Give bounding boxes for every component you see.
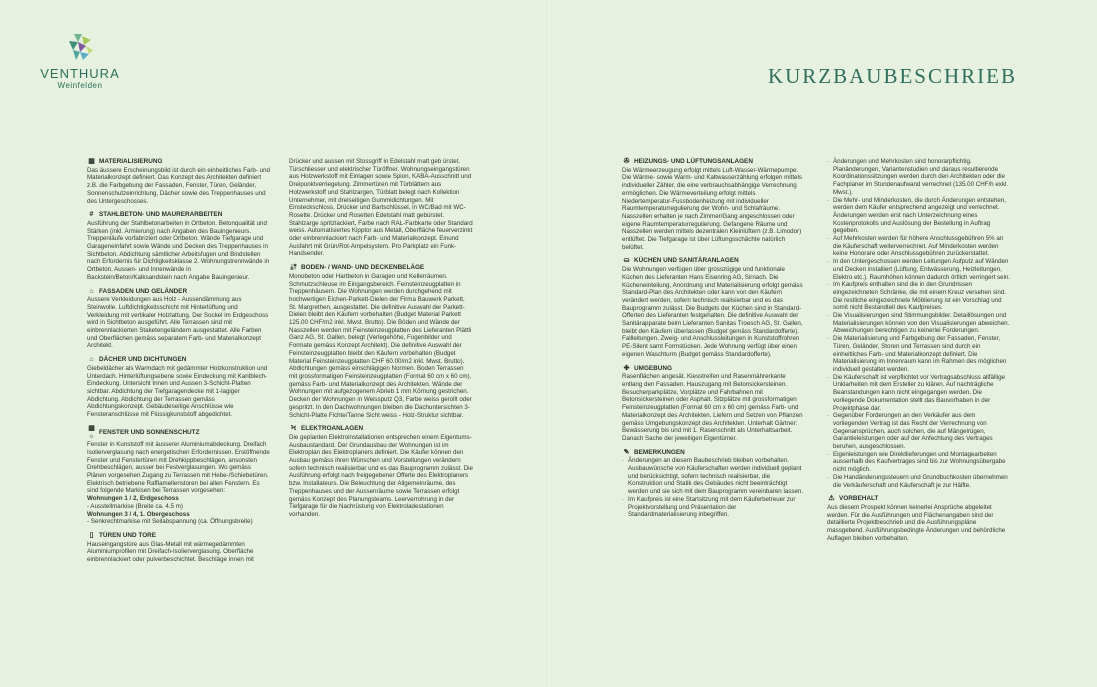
section-body: Ausführung der Stahlbetonarbeiten in Ortbeton. Betonqualität und Stärken (inkl. Armierung) nach Angaben des Bauingenieurs. Treppenläufe vorfabriziert oder Ortbeton. Wände Tiefgarage und Garageneinfahrt sowie Wände und Decken des Treppenhauses in Sichtbeton. Abdichtung sämtlicher Arbeitsfugen und Bindstellen nach Erfordernis für Dichtigkeitsklasse 2. Wohnungstrennwände in Ortbeton. Aussen- und Innenwände in Backstein/Beton/Kalksandstein nach Angabe Bauingenieur.	[87, 219, 270, 281]
section-heading-text: BODEN- / WAND- UND DECKENBELÄGE	[301, 264, 425, 272]
list-item: · Die Mehr- und Minderkosten, die durch Änderungen entstehen, werden dem Käufer entsprechend angezeigt und verrechnet. Änderungen werden erst nach Unterzeichnung eines Kostenprotokolls und Auslösung der Bestellung in Auftrag gegeben.	[833, 197, 1011, 236]
section-icon: ⌂	[89, 287, 94, 295]
section-body: Giebeldächer als Warmdach mit gedämmter Holzkonstruktion und Unterdach. Hinterlüftungsebene sowie Eindeckung mit Kantblech-Eindeckung. Untersicht Innen und Aussen 3-Schicht-Platten sichtbar. Abdichtung der Tiefgaragendecke mit 1-lagiger Abdichtung. Abdichtung der Terrassen gemäss Abdichtungskonzept. Gebäudeseitige Anschlüsse wie Fensteranschlüsse mit Flüssigkunststoff abgedichtet.	[87, 364, 268, 419]
section-heading	[87, 158, 271, 166]
section	[289, 158, 473, 258]
section-icon: ⌂	[89, 356, 94, 364]
section	[87, 158, 271, 205]
section-heading	[622, 257, 806, 265]
section-heading-text: BEMERKUNGEN	[634, 448, 685, 456]
list-item: · Die Materialisierung und Farbgebung der Fassaden, Fenster, Türen, Geländer, Storen und Terrassen sind durch ein einheitliches Farb- und Materialkonzept definiert. Die Materialisierung im Innenraum kann im Rahmen des möglichen individuell gestaltet werden.	[833, 335, 1011, 374]
section-icon: ✇	[623, 158, 630, 165]
section-heading	[622, 158, 806, 166]
section	[289, 425, 473, 518]
section-icon: ⛀	[623, 257, 630, 265]
section	[622, 365, 806, 443]
section-heading	[87, 356, 271, 364]
section	[87, 425, 271, 526]
section-list	[827, 158, 1011, 489]
brand-name: VENTHURA	[40, 66, 120, 81]
section-body: Monobeton oder Hartbeton in Garagen und Kellerräumen. Schmutzschleuse im Eingangsbereich. Feinsteinzeugplatten in Treppenhäusern. Die Wohnungen werden durchgehend mit hochwertigen Eichen-Parkett-Dielen der Firma Bauwerk Parkett, St. Margrethen, ausgestattet. Die definitive Auswahl der Parkett-Dielen bleibt den Käufern vorbehalten (Budget Material Parkett 125.00 CHF/m2 inkl. Mwst. Brutto). Die Böden und Wände der Nasszellen werden mit Feinsteinzeugplatten des Lieferanten Plättli Ganz AG, St. Gallen, belegt (Verlegehöhe, Fugenbilder und Formate gemäss Konzept Architekt). Die definitive Auswahl der Feinsteinzeugplatten bleibt den Käufern vorbehalten (Budget Material Feinsteinzeugplatten CHF 60.00/m2 inkl. Mwst. Brutto). Abdichtungen gemäss einschlägigen Normen. Boden Terrassen mit grossformatigen Feinsteinzeugplatten (Format 60 cm x 60 cm), gemäss Farb- und Materialkonzept des Architekten. Wände der Wohnungen mit aufgezogenem Abrieb 1 mm Körnung gestrichen. Decken der Wohnungen in Weissputz Q3, Farbe weiss gerollt oder gespritzt. In den Dachwohnungen bleiben die Dachuntersichten 3-Schicht-Platte Fichte/Tanne Sicht weiss - Holz-Struktur sichtbar.	[289, 272, 472, 419]
section-line: Wohnungen 1 / 2, Erdgeschoss	[87, 495, 179, 503]
list-item: · Auf Mehrkosten werden für höhere Anschlussgebühren 5% an die Käuferschaft weiterverrechnet. Auf Minderkosten werden keine Honorare oder Anschlussgebühren zurückerstattet.	[833, 235, 1011, 258]
section-heading-text: STAHLBETON- UND MAURERARBEITEN	[99, 211, 223, 219]
section-heading-text: ELEKTROANLAGEN	[301, 425, 364, 433]
section-icon: ▯	[89, 531, 94, 539]
section-heading	[289, 425, 473, 433]
page-title: KURZBAUBESCHRIEB	[767, 64, 1017, 88]
venthura-logo	[40, 32, 120, 90]
section-body: Rasenflächen angesät. Kiesstreifen und Rasenmährerkante entlang den Fassaden. Hauszugang mit Betonsickersteinen. Besucherparkplätze, Vorplätze und Fahrbahnen mit Betonsickersteinen oder Asphalt. Sitzplätze mit grossformatigen Feinsteinzeugplatten (Format 60 cm x 60 cm) gemäss Farb- und Materialkonzept des Architekten. Liefern und Setzen von Pflanzen gemäss Umgebungskonzept des Architekten. Unterhalt Gärtner: Bewässerung bis und mit 1. Rasenschnitt als Unterhaltsarbeit. Danach Sache der jeweiligen Eigentümer.	[622, 373, 803, 442]
section-body: Drücker und aussen mit Stossgriff in Edelstahl matt geb ürstet. Türschliesser und elektrischer Türöffner. Wohnungseingangstüren aus Holzwerkstoff mit Einlagen sowie Spion, KABA-Ausschnitt und Dreipunktverriegelung. Zimmertüren mit Türblättern aus Holzwerkstoff und Stahlzargen, Türblatt belegt nach Kollektion Unternehmer, mit dreiseitigen Gummidichtungen. Mit Einsteckschloss, Drücker und Bartschlüssel, in WC/Bad mit WC-Rosette. Drücker und Rosetten Edelstahl matt gebürstet. Stahlzarge spritzlackiert, Farbe nach RAL-Farbkarte oder Standard weiss. Automatisiertes Kipptor aus Metall, Oberfläche feuerverzinkt oder einbrennlackiert nach Farb- und Materialkonzept. Einund Ausfahrt mit Grün/Rot-Ampelsystem. Pro Parkplatz ein Funk-Handsender.	[289, 158, 473, 258]
section-icon: ▦	[88, 158, 95, 165]
column-1	[87, 158, 271, 570]
section	[87, 532, 271, 564]
section-heading-text: HEIZUNGS- UND LÜFTUNGSANLAGEN	[634, 158, 753, 165]
section-body: Aussere Verkleidungen aus Holz - Aussendämmung aus Steinwolle. Luftdichtigkeitsschicht mit Hinterlüftung und Verkleidung mit vertikaler Holzlattung. Der Sockel im Erdgeschoss wird in Sichtbeton ausgeführt. Alle Terrassen sind mit einbrennlackierten Staketengeländern ausgestattet. Alle Farben und Oberflächen gemäss separatem Farb- und Materialkonzept Architekt.	[87, 296, 269, 350]
section-body: Die Wärmeerzeugung erfolgt mittels Luft-Wasser-Wärmepumpe. Die Wärme- sowie Warm- und Kaltwasserzählung erfolgen mittels individueller Zähler, die eine verbrauchsabhängige Verrechnung ermöglichen. Die Wärmeverteilung erfolgt mittels Niedertemperatur-Fussbodenheizung mit individueller Raumtemperaturregulierung der Wohn- und Schlafräume. Nasszellen erhalten je nach Zimmer/Gang angeschlossen oder eigene Raumtemperaturregulierung. Gefangene Räume und Nasszellen werden mittels dezentralen Kleinlüftern (z.B. Limodor) entlüftet. Die Tiefgarage ist über Lüftungsschächte natürlich belüftet.	[622, 166, 802, 251]
list-item: · Im Kaufpreis enthalten sind die in den Grundrissen eingezeichneten Schränke, die mit einem Kreuz versehen sind. Die restliche eingezeichnete Möblierung ist ein Vorschlag und somit nicht Bestandteil des Kaufpreises.	[833, 281, 1011, 312]
venthura-logo-icon	[65, 32, 95, 62]
section-icon: ✎	[623, 448, 630, 456]
section-list	[622, 457, 806, 519]
list-item: · Änderungen an diesem Baubeschrieb bleiben vorbehalten. Ausbauwünsche von Käuferschaften werden individuell geplant und berücksichtigt, sofern technisch realisierbar, die Konstruktion und Statik des Gebäudes nicht beeinträchtigt werden und sie sich mit dem Bauprogramm vereinbaren lassen.	[628, 457, 806, 496]
list-item: · Die Visualisierungen sind Stimmungsbilder. Detaillösungen und Materialisierungen können von den Visualisierungen abweichen. Abweichungen berechtigen zu keinerlei Forderungen.	[833, 312, 1011, 335]
section	[87, 356, 271, 419]
list-item: · Änderungen und Mehrkosten sind honorarpflichtig. Planänderungen, Variantenstudien und daraus resultierende Koordinationssitzungen werden durch den Architekten oder die Fachplaner im Stundenaufwand verrechnet (135.00 CHF/h exkl. Mwst.).	[833, 158, 1011, 197]
column-2	[289, 158, 473, 525]
brand-location: Weinfelden	[57, 81, 103, 90]
section	[622, 449, 806, 519]
list-item: · Gegenüber Forderungen an den Verkäufer aus dem vorliegenden Vertrag ist das Recht der Verrechnung von Gegenansprüchen, auch solchen, die auf Mängelrügen, Garantieleistungen oder auf der Anfechtung des Vertrages beruhen, ausgeschlossen.	[833, 412, 1011, 451]
list-item: · Eigenleistungen wie Direktlieferungen und Montagearbeiten ausserhalb des Kaufvertrages sind bis zur Wohnungsübergabe nicht möglich.	[833, 451, 1011, 474]
list-item: · Im Kaufpreis ist eine Startsitzung mit dem Käuferbetreuer zur Projektvorstellung und Präsentation der Standardmaterialisierung inbegriffen.	[628, 496, 806, 519]
section-heading	[87, 425, 271, 440]
section-body: Hauseingangstüre aus Glas-Metall mit wärmegedämmten Aluminiumprofilen mit Dreifach-Isolierverglasung. Oberfläche einbrennlackiert oder pulverbeschichtet. Beschläge innen mit	[87, 540, 254, 564]
section-heading-text: TÜREN UND TORE	[99, 531, 157, 539]
section-line: - Senkrechtmarkise mit Seilabspannung (ca. Öffnungsbreite)	[87, 518, 253, 526]
section-body: Die Wohnungen verfügen über grosszügige und funktionale Küchen des Lieferanten Hans Eisenring AG, Sirnach. Die Kücheneinteilung, Anordnung und Materialisierung erfolgt gemäss Standard-Plan des Architekten oder kann von den Käufern verändert werden, sofern technisch realisierbar und es das Bauprogramm zulässt. Die Budgets der Küchen sind in Standard-Offerten des Lieferanten festgehalten. Die definitive Auswahl der Sanitärapparate beim Lieferanten Sanitas Troesch AG, St. Gallen, bleibt den Käufern überlassen (Budget gemäss Standardofferte). Fallleitungen, Zweig- und Anschlussleitungen in Kunststoffrohren PE-Silent samt Formstücken. Jede Wohnung verfügt über einen eigenen Waschturm (Budget gemäss Standardofferte).	[622, 266, 803, 358]
section	[87, 288, 271, 351]
section-heading-text: UMGEBUNG	[634, 364, 672, 372]
section-heading	[622, 365, 806, 373]
section-body: Fenster in Kunststoff mit äusserer Aluminiumabdeckung. Dreifach Isolierverglasung nach energetischen Erfordernissen. Erstöffnende Fenster und Fenstertüren mit Drehkippbeschlägen, ansonsten Drehbeschlägen, ausser bei Festverglasungen. Wo gemäss Plänen vorgesehen Zugang zu Terrassen mit Hebe-/Schiebetüren. Elektrisch betriebene Raffiamellenstoren bei allen Fenstern. Es sind folgende Markisen bei Terrassen vorgesehen:	[87, 441, 270, 495]
column-3	[622, 158, 806, 525]
section-icon: ⚠	[828, 495, 835, 503]
section-body: Die geplanten Elektroinstallationen entsprechen einem Eigentums-Ausbaustandard. Der Grundausbau der Wohnungen ist im Elektroplan des Elektroplaners definiert. Die Käufer können den Ausbau gemäss ihren Wünschen und Vorstellungen verändern sofern technisch realisierbar und es das Bauprogramm zulässt. Die Ausführung erfolgt nach freigegebener Offerte des Elektroplaners bzw. Installateurs. Die Beleuchtung der Allgemeinräume, des Treppenhauses und der Aussenräume sowie Terrassen erfolgt gemäss Konzept des Planungsteams. Leerverrohrung in der Tiefgarage für die Nachrüstung von Elektroladestationen vorhanden.	[289, 433, 473, 518]
section	[827, 495, 1011, 542]
section-heading-text: FASSADEN UND GELÄNDER	[99, 287, 188, 295]
section	[87, 211, 271, 281]
section-heading	[827, 495, 1011, 503]
section-line: Wohnungen 3 / 4, 1. Obergeschoss	[87, 510, 190, 518]
section-body: Aus diesem Prospekt können keinerlei Ansprüche abgeleitet werden. Für die Ausführungen und Flächenangaben sind der detaillierte Projektbeschrieb und die Ausführungspläne massgebend. Ausführungsbedingte Änderungen und behördliche Auflagen bleiben vorbehalten.	[827, 503, 1006, 542]
section-body: Das äussere Erscheinungsbild ist durch ein einheitliches Farb- und Materialkonzept definiert. Das Konzept des Architekten definiert z.B. die Farbgebung der Fassaden, Fenster, Türen, Geländer, Sonnenschutzeinrichtung, Dächer sowie des Treppenhauses und des Untergeschosses.	[87, 166, 270, 205]
section-heading-text: FENSTER UND SONNENSCHUTZ	[99, 428, 200, 436]
section-heading-text: KÜCHEN UND SANITÄRANLAGEN	[634, 257, 739, 265]
section	[622, 158, 806, 251]
section-heading	[87, 211, 271, 219]
section-heading-text: DÄCHER UND DICHTUNGEN	[99, 356, 187, 364]
left-page	[0, 0, 548, 687]
section-line: - Ausstellmarkise (Breite ca. 4.5 m)	[87, 502, 183, 510]
section-heading	[622, 449, 806, 457]
section-heading	[87, 288, 271, 296]
column-4	[827, 158, 1011, 548]
section-heading	[87, 532, 271, 540]
section-icon: ▦ ☼	[88, 424, 95, 440]
section-icon: ⤓⤒	[290, 264, 297, 272]
section	[622, 257, 806, 358]
list-item: · Die Käuferschaft ist verpflichtet vor Vertragsabschluss allfällige Unklarheiten mit dem Ersteller zu klären. Auf nachträgliche Beanstandungen kann nicht eingegangen werden. Die vorliegende Dokumentation stellt das Bauvorhaben in der Projektphase dar.	[833, 374, 1011, 413]
section-heading-text: MATERIALISIERUNG	[99, 158, 163, 165]
section	[289, 264, 473, 419]
section-icon: Ϟ	[290, 425, 297, 433]
section-icon: ✤	[623, 364, 630, 372]
section-heading-text: VORBEHALT	[839, 495, 879, 503]
section-icon: #	[89, 211, 94, 219]
section	[827, 158, 1011, 489]
section-heading	[289, 264, 473, 272]
list-item: · Die Handänderungssteuern und Grundbuchkosten übernehmen die Verkäuferschaft und Käuferschaft je zur Hälfte.	[833, 474, 1011, 489]
list-item: · In den Untergeschossen werden Leitungen Aufputz auf Wänden und Decken installiert (Lüftung, Entwässerung, Heizleitungen, Elektro etc.). Raumhöhen können dadurch örtlich verringert sein.	[833, 258, 1011, 281]
